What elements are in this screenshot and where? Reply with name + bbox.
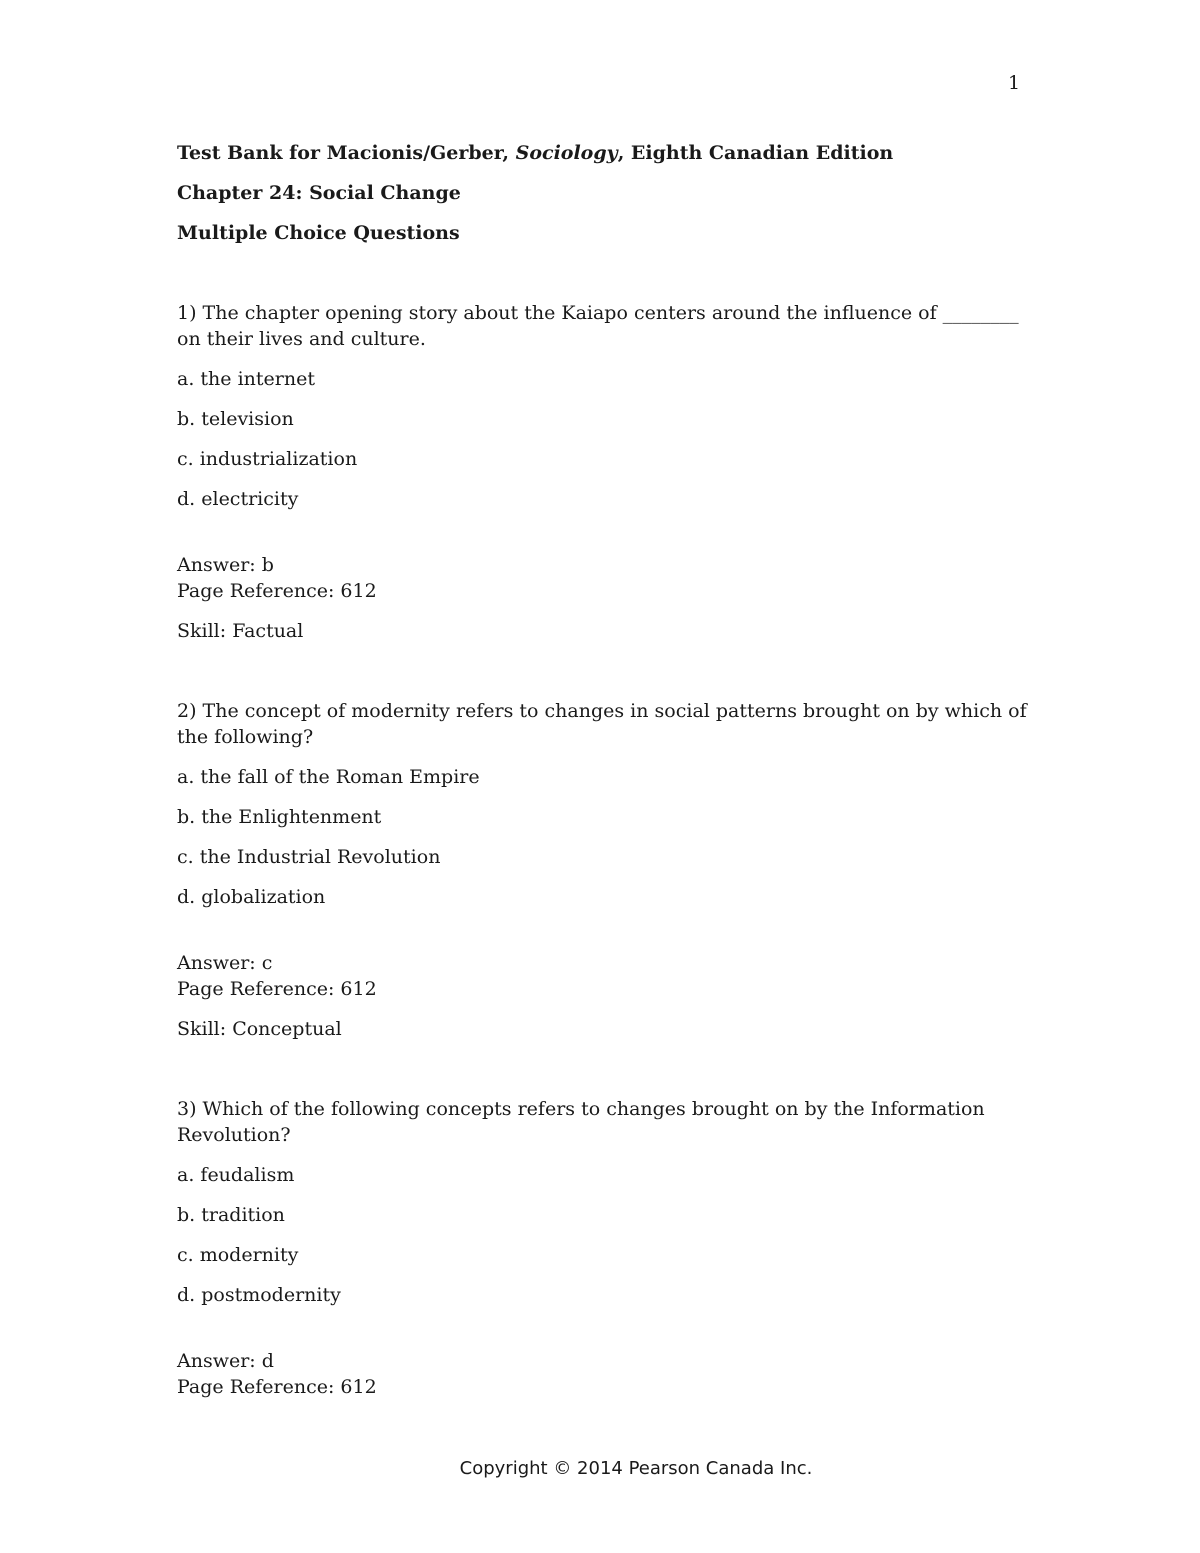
answer-option: c. modernity <box>177 1244 299 1266</box>
document-title <box>177 140 1037 166</box>
answer-option: b. tradition <box>177 1204 285 1226</box>
answer-option: b. television <box>177 408 294 430</box>
section-title: Multiple Choice Questions <box>177 222 460 244</box>
question-stem: 1) The chapter opening story about the Kaiapo centers around the influence of ________ on their lives and culture. <box>177 302 1019 350</box>
answer-option: a. the fall of the Roman Empire <box>177 766 480 788</box>
chapter-title: Chapter 24: Social Change <box>177 182 461 204</box>
skill-level: Skill: Conceptual <box>177 1018 342 1040</box>
page-reference: Page Reference: 612 <box>177 580 377 602</box>
answer-key: Answer: b <box>177 554 274 576</box>
answer-key: Answer: c <box>177 952 273 974</box>
answer-block <box>177 950 1037 1042</box>
title-prefix: Test Bank for Macionis/Gerber, <box>177 142 516 164</box>
page-number: 1 <box>1008 72 1021 94</box>
answer-option: b. the Enlightenment <box>177 806 382 828</box>
copyright-footer: Copyright © 2014 Pearson Canada Inc. <box>459 1458 813 1479</box>
page-reference: Page Reference: 612 <box>177 1376 377 1398</box>
answer-option: a. feudalism <box>177 1164 295 1186</box>
answer-option: d. electricity <box>177 488 299 510</box>
answer-block <box>177 552 1037 644</box>
document-body <box>177 140 1037 1400</box>
answer-option: a. the internet <box>177 368 315 390</box>
question-3 <box>177 1096 1037 1400</box>
question-stem: 2) The concept of modernity refers to changes in social patterns brought on by which of the following? <box>177 700 1027 748</box>
title-suffix: , Eighth Canadian Edition <box>617 142 894 164</box>
answer-key: Answer: d <box>177 1350 274 1372</box>
answer-option: d. postmodernity <box>177 1284 341 1306</box>
question-2 <box>177 698 1037 1042</box>
answer-option: c. the Industrial Revolution <box>177 846 441 868</box>
question-stem: 3) Which of the following concepts refers to changes brought on by the Information Revolution? <box>177 1098 985 1146</box>
book-title: Sociology <box>515 142 618 164</box>
answer-block <box>177 1348 1037 1400</box>
answer-option: c. industrialization <box>177 448 358 470</box>
question-1 <box>177 300 1037 644</box>
answer-option: d. globalization <box>177 886 326 908</box>
page-reference: Page Reference: 612 <box>177 978 377 1000</box>
skill-level: Skill: Factual <box>177 620 304 642</box>
